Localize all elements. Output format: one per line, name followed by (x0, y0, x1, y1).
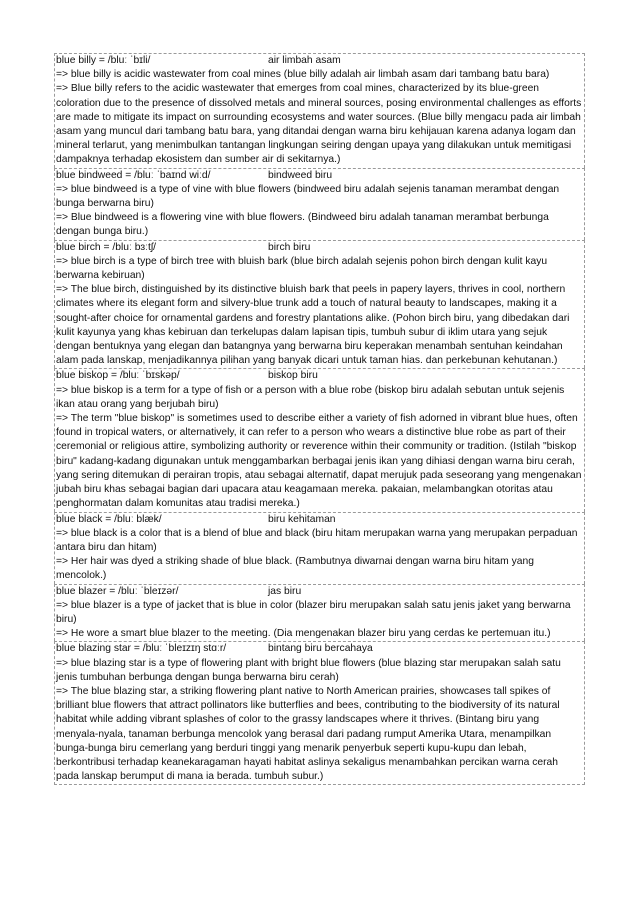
entry-header (56, 369, 583, 383)
example: => The blue blazing star, a striking flowering plant native to North American prairies, showcases tall spikes of brilliant blue flowers that attract pollinators like butterflies and bees, contributing to the biodiversity of its natural habitat while adding vibrant splashes of color to the grassy landscapes where it thrives. (Bintang biru yang menyala-nyala, tanaman berbunga mencolok yang berasal dari padang rumput Amerika Utara, menampilkan bunga-bunga biru cemerlang yang berduri tinggi yang menarik penyerbuk seperti kupu-kupu dan lebah, berkontribusi terhadap keanekaragaman hayati habitat aslinya sekaligus menambahkan percikan warna cerah pada lanskap berumput di mana ia berada. tumbuh subur.) (56, 685, 560, 783)
example: => He wore a smart blue blazer to the meeting. (Dia mengenakan blazer biru yang cerdas ke pertemuan itu.) (56, 628, 551, 640)
entry-header (56, 513, 583, 527)
entry-header (56, 585, 583, 599)
translation: bindweed biru (268, 169, 333, 181)
headword: blue black = /bluː blæk/ (56, 513, 162, 525)
entry-blue-bindweed (54, 168, 585, 240)
translation: birch biru (268, 241, 311, 253)
example: => Blue billy refers to the acidic wastewater that emerges from coal mines, characterized by its blue-green coloration due to the presence of dissolved metals and mineral sources, posing environmental challenges as efforts are made to mitigate its impact on surrounding ecosystems and water sources. (Blue billy mengacu pada air limbah asam yang muncul dari tambang batu bara, yang ditandai dengan warna biru kehijauan karena adanya logam dan mineral terlarut, yang menimbulkan tantangan lingkungan seiring dengan upaya yang dilakukan untuk memitigasi dampaknya terhadap ekosistem dan sumber air di sekitarnya.) (56, 83, 582, 166)
entry-blue-blazer (54, 584, 585, 642)
example: => The term "blue biskop" is sometimes used to describe either a variety of fish adorned in vibrant blue hues, often found in tropical waters, or alternatively, it can refer to a person who wears a distinctive blue robe as part of their ceremonial or religious attire, symbolizing authority or reverence within their community or tradition. (Istilah "biskop biru" kadang-kadang digunakan untuk menggambarkan berbagai jenis ikan yang dihiasi dengan warna biru cerah, yang sering ditemukan di perairan tropis, atau sebagai alternatif, dapat merujuk pada seseorang yang mengenakan jubah biru khas sebagai bagian dari upacara atau keagamaan mereka. pakaian, melambangkan otoritas atau penghormatan dalam komunitas atau tradisi mereka.) (56, 413, 582, 510)
definition: => blue billy is acidic wastewater from coal mines (blue billy adalah air limbah asam dari tambang batu bara) (56, 69, 550, 81)
example: => The blue birch, distinguished by its distinctive bluish bark that peels in papery layers, thrives in cool, northern climates where its elegant form and silvery-blue trunk add a touch of natural beauty to landscapes, making it a sought-after choice for ornamental gardens and forestry plantations alike. (Pohon birch biru, yang dibedakan dari kulit kayunya yang khas kebiruan dan terkelupas dalam lapisan tipis, tumbuh subur di iklim utara yang sejuk dengan bentuknya yang elegan dan batangnya yang berwarna biru keperakan menambah sentuhan keindahan alam pada lanskap, menjadikannya pilihan yang banyak dicari untuk taman hias. dan perkebunan kehutanan.) (56, 284, 570, 367)
entry-blue-blazing-star (54, 641, 585, 785)
entry-header (56, 241, 583, 255)
definition: => blue biskop is a term for a type of fish or a person with a blue robe (biskop biru adalah sebutan untuk sejenis ikan atau orang yang berjubah biru) (56, 384, 565, 410)
translation: jas biru (268, 585, 302, 597)
entry-blue-black (54, 512, 585, 584)
example: => Blue bindweed is a flowering vine with blue flowers. (Bindweed biru adalah tanaman merambat berbunga dengan bunga biru.) (56, 212, 549, 238)
headword: blue billy = /bluː ˈbɪli/ (56, 55, 151, 66)
definition: => blue blazing star is a type of flowering plant with bright blue flowers (blue blazing star merupakan salah satu jenis tumbuhan berbunga dengan bunga berwarna biru cerah) (56, 657, 561, 683)
headword: blue bindweed = /bluː ˈbaɪnd wiːd/ (56, 169, 211, 181)
headword: blue biskop = /bluː ˈbɪskəp/ (56, 370, 180, 382)
headword: blue birch = /bluː bɜːtʃ/ (56, 241, 157, 253)
entry-header (56, 169, 583, 183)
entry-blue-billy (54, 53, 585, 168)
definition: => blue blazer is a type of jacket that is blue in color (blazer biru merupakan salah satu jenis jaket yang berwarna biru) (56, 599, 571, 625)
entry-header (56, 642, 583, 656)
definition: => blue birch is a type of birch tree with bluish bark (blue birch adalah sejenis pohon birch dengan kulit kayu berwarna kebiruan) (56, 255, 548, 282)
definition: => blue black is a color that is a blend of blue and black (biru hitam merupakan warna yang merupakan perpaduan antara biru dan hitam) (56, 527, 578, 553)
dictionary-page (54, 53, 585, 785)
translation: biru kehitaman (268, 513, 336, 525)
translation: air limbah asam (268, 55, 341, 66)
headword: blue blazing star = /bluː ˈbleɪzɪŋ stɑːr/ (56, 643, 227, 655)
entry-blue-biskop (54, 368, 585, 511)
translation: biskop biru (268, 370, 318, 382)
example: => Her hair was dyed a striking shade of blue black. (Rambutnya diwarnai dengan warna biru hitam yang mencolok.) (56, 556, 534, 582)
headword: blue blazer = /bluː ˈbleɪzər/ (56, 585, 179, 597)
definition: => blue bindweed is a type of vine with blue flowers (bindweed biru adalah sejenis tanaman merambat dengan bunga berwarna biru) (56, 183, 560, 210)
translation: bintang biru bercahaya (268, 643, 373, 655)
entry-header (56, 54, 583, 68)
entry-blue-birch (54, 240, 585, 369)
